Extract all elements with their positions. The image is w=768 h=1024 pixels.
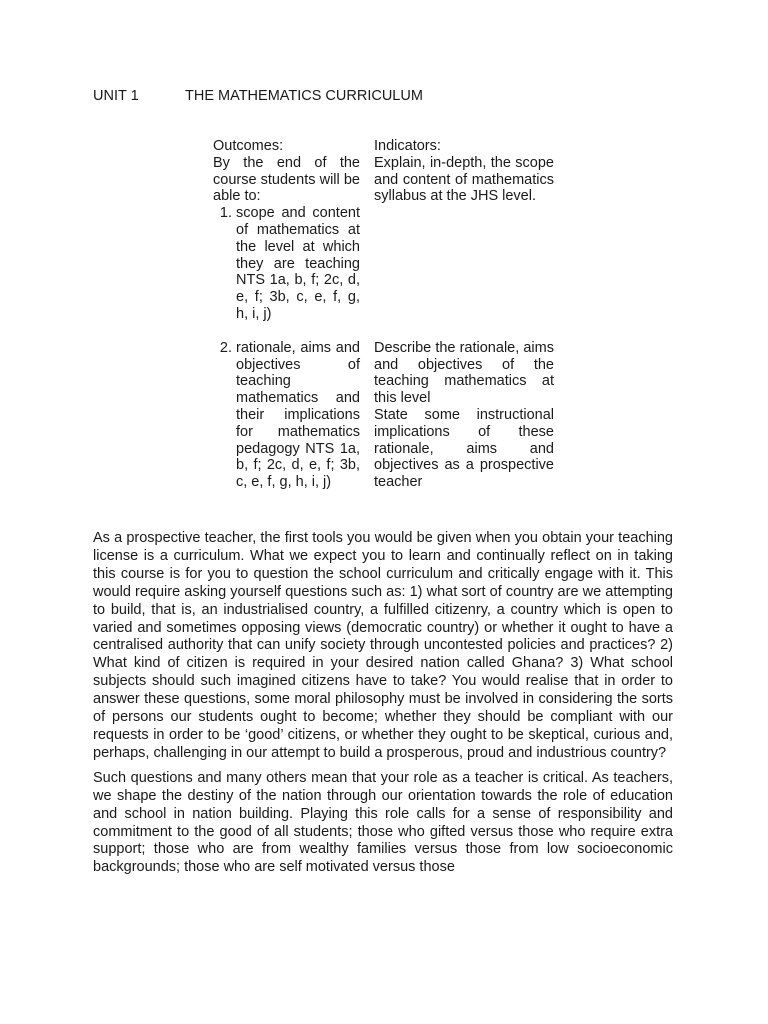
indicators-header: Indicators:	[374, 138, 441, 154]
outcomes-list	[213, 205, 360, 323]
indicators-column	[374, 340, 554, 491]
indicator-text: State some instructional implications of these rationale, aims and objectives as a prospective teacher	[374, 406, 554, 491]
outcomes-header: Outcomes:	[213, 138, 284, 154]
table-row	[213, 138, 554, 323]
table-row	[213, 340, 554, 491]
body-text	[93, 530, 673, 884]
unit-heading	[93, 88, 423, 105]
outcomes-column	[213, 340, 360, 491]
indicators-column	[374, 138, 554, 323]
indicator-text: Explain, in-depth, the scope and content of mathematics syllabus at the JHS level.	[374, 154, 554, 205]
outcome-item: 2. rationale, aims and objectives of teaching mathematics and their implications for mathematics pedagogy NTS 1a, b, f; 2c, d, e, f; 3b, c, e, f, g, h, i, j)	[236, 340, 360, 491]
indicator-text: Describe the rationale, aims and objectives of the teaching mathematics at this level	[374, 339, 554, 407]
unit-number: UNIT 1	[93, 88, 139, 104]
outcomes-indicators-table	[213, 138, 554, 491]
outcomes-list	[213, 340, 360, 491]
outcomes-intro: By the end of the course students will be able to:	[213, 154, 360, 205]
outcome-item: 1. scope and content of mathematics at the level at which they are teaching NTS 1a, b, f; 2c, d, e, f; 3b, c, e, f, g, h, i, j)	[236, 205, 360, 323]
outcomes-column	[213, 138, 360, 323]
unit-title: THE MATHEMATICS CURRICULUM	[185, 88, 423, 104]
paragraph: Such questions and many others mean that your role as a teacher is critical. As teachers, we shape the destiny of the nation through our orientation towards the role of education and school in nation building. Playing this role calls for a sense of responsibility and commitment to the good of all students; those who gifted versus those who require extra support; those who are from wealthy families versus those from low socioeconomic backgrounds; those who are self motivated versus those	[93, 769, 673, 876]
paragraph: As a prospective teacher, the first tools you would be given when you obtain your teaching license is a curriculum. What we expect you to learn and continually reflect on in taking this course is for you to question the school curriculum and critically engage with it. This would require asking yourself questions such as: 1) what sort of country are we attempting to build, that is, an industrialised country, a fulfilled citizenry, a country which is open to varied and sometimes opposing views (democratic country) or whether it ought to have a centralised authority that can unify society through uncontested policies and practices? 2) What kind of citizen is required in your desired nation called Ghana? 3) What school subjects should such imagined citizens have to take? You would realise that in order to answer these questions, some moral philosophy must be involved in considering the sorts of persons our students ought to become; whether they should be compliant with our requests in order to be ‘good’ citizens, or whether they ought to be skeptical, curious and, perhaps, challenging in our attempt to build a prosperous, proud and industrious country?	[93, 530, 673, 761]
